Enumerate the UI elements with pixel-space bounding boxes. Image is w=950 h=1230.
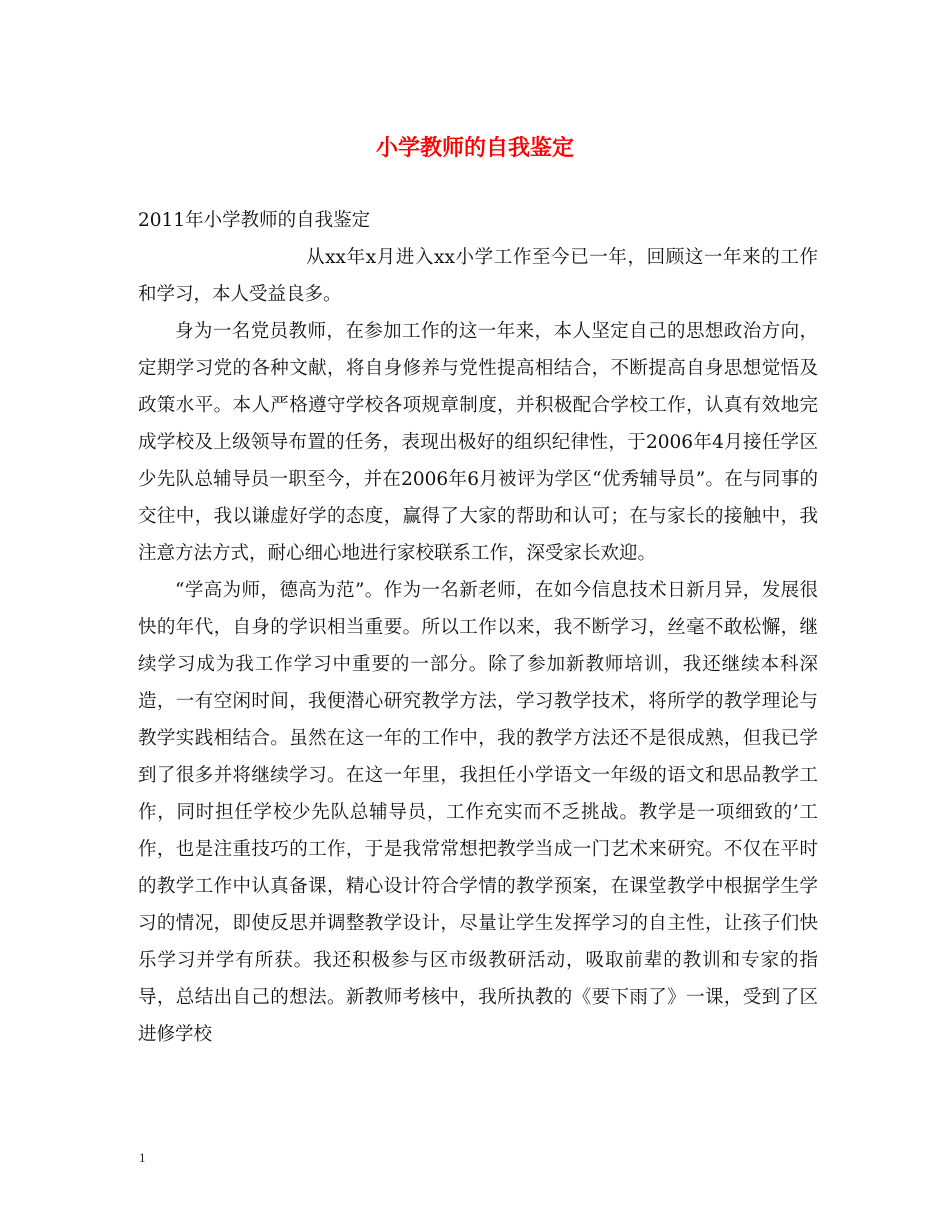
paragraph-intro: 从xx年x月进入xx小学工作至今已一年，回顾这一年来的工作和学习，本人受益良多。 [138, 247, 818, 305]
paragraph-political: 身为一名党员教师，在参加工作的这一年来，本人坚定自己的思想政治方向，定期学习党的各种文献，将自身修养与党性提高相结合，不断提高自身思想觉悟及政策水平。本人严格遵守学校各项规章制度，并积极配合学校工作，认真有效地完成学校及上级领导布置的任务，表现出极好的组织纪律性，于2006年4月接任学区少先队总辅导员一职至今，并在2006年6月被评为学区“优秀辅导员”。在与同事的交往中，我以谦虚好学的态度，赢得了大家的帮助和认可；在与家长的接触中，我注意方法方式，耐心细心地进行家校联系工作，深受家长欢迎。 [138, 321, 818, 564]
document-body [138, 202, 818, 1053]
paragraph-teaching: “学高为师，德高为范”。作为一名新老师，在如今信息技术日新月异，发展很快的年代，自身的学识相当重要。所以工作以来，我不断学习，丝毫不敢松懈，继续学习成为我工作学习中重要的一部分。除了参加新教师培训，我还继续本科深造，一有空闲时间，我便潜心研究教学方法，学习教学技术，将所学的教学理论与教学实践相结合。虽然在这一年的工作中，我的教学方法还不是很成熟，但我已学到了很多并将继续学习。在这一年里，我担任小学语文一年级的语文和思品教学工作，同时担任学校少先队总辅导员，工作充实而不乏挑战。教学是一项细致的’工作，也是注重技巧的工作，于是我常常想把教学当成一门艺术来研究。不仅在平时的教学工作中认真备课，精心设计符合学情的教学预案，在课堂教学中根据学生学习的情况，即使反思并调整教学设计，尽量让学生发挥学习的自主性，让孩子们快乐学习并学有所获。我还积极参与区市级教研活动，吸取前辈的教训和专家的指导，总结出自己的想法。新教师考核中，我所执教的《要下雨了》一课，受到了区进修学校 [138, 580, 818, 1045]
document-title: 小学教师的自我鉴定 [375, 135, 574, 161]
page-number: 1 [139, 1150, 146, 1165]
document-subtitle: 2011年小学教师的自我鉴定 [138, 210, 371, 231]
